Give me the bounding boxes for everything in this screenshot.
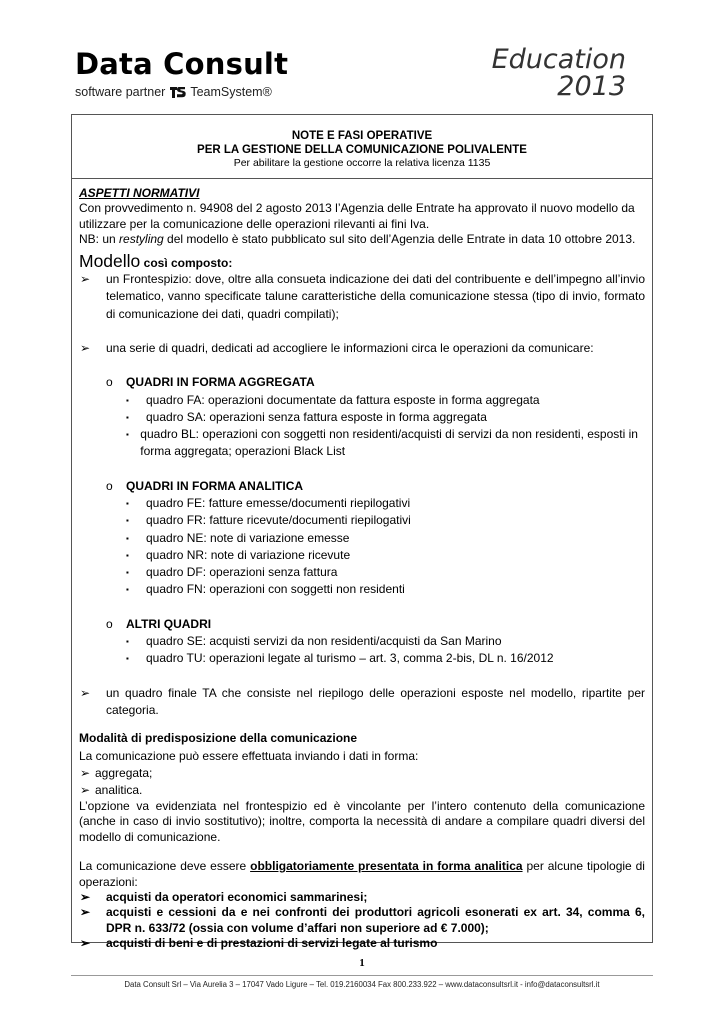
quadro-item: quadro TU: operazioni legate al turismo – art. 3, comma 2-bis, DL n. 16/2012	[146, 651, 554, 666]
list-item	[126, 426, 645, 461]
group-title: QUADRI IN FORMA AGGREGATA	[126, 375, 315, 390]
quadro-item: quadro BL: operazioni con soggetti non residenti/acquisti di servizi da non residenti, esposti in forma aggregata; operazioni Black List	[140, 427, 638, 459]
arrow-bullet-icon: ➢	[80, 340, 91, 355]
square-bullet-icon: ▪	[126, 395, 129, 405]
list-item	[126, 512, 645, 529]
square-bullet-icon: ▪	[126, 585, 129, 595]
modello-heading	[79, 250, 645, 271]
quadro-item: quadro FA: operazioni documentate da fattura esposte in forma aggregata	[146, 392, 540, 407]
group-title: QUADRI IN FORMA ANALITICA	[126, 478, 304, 493]
square-bullet-icon: ▪	[126, 412, 129, 422]
modalita-intro: La comunicazione può essere effettuata inviando i dati in forma:	[79, 748, 419, 763]
quadro-item: quadro NE: note di variazione emesse	[146, 530, 350, 545]
square-bullet-icon: ▪	[126, 568, 129, 578]
document-box	[71, 114, 653, 951]
list-item	[79, 271, 645, 323]
partner-name: TeamSystem®	[190, 84, 272, 99]
teamsystem-logo-icon	[169, 84, 186, 99]
quadro-item: quadro FN: operazioni con soggetti non residenti	[146, 582, 405, 597]
circle-bullet-icon: o	[106, 616, 113, 631]
quadro-item: quadro NR: note di variazione ricevute	[146, 547, 351, 562]
edition-logo	[492, 46, 626, 100]
list-item	[79, 783, 645, 798]
circle-bullet-icon: o	[106, 375, 113, 390]
square-bullet-icon: ▪	[126, 499, 129, 508]
square-bullet-icon: ▪	[126, 516, 129, 526]
brand-logo	[75, 48, 288, 99]
brand-name: Data Consult	[75, 47, 289, 81]
group-heading	[106, 478, 645, 495]
arrow-bullet-icon: ➢	[80, 905, 91, 920]
square-bullet-icon: ▪	[126, 550, 129, 560]
quadro-item: quadro SA: operazioni senza fattura esposte in forma aggregata	[146, 409, 487, 424]
square-bullet-icon: ▪	[126, 430, 129, 440]
list-item	[79, 685, 645, 720]
nb-italic: restyling	[119, 232, 164, 247]
list-item	[126, 633, 645, 650]
nb-prefix: NB: un	[79, 232, 120, 247]
list-item	[79, 936, 645, 951]
section-title-modalita: Modalità di predisposizione della comunicazione	[79, 731, 358, 746]
nb-suffix: del modello è stato pubblicato sul sito dell’Agenzia delle Entrate in data 10 ottobre 2013.	[163, 232, 636, 247]
modalita-paragraph: L’opzione va evidenziata nel frontespizio ed è vincolante per l’intero contenuto della comunicazione (anche in caso di invio sostitutivo); inoltre, comporta la necessità di andare a compilare quadri diversi del modello di comunicazione.	[79, 798, 645, 844]
option-analitica: analitica.	[95, 783, 143, 798]
obbligo-prefix: La comunicazione deve essere	[79, 859, 251, 874]
square-bullet-icon: ▪	[126, 637, 129, 647]
page-number: 1	[359, 957, 365, 969]
modello-item-frontespizio: un Frontespizio: dove, oltre alla consueta indicazione dei dati del contribuente e dell’impegno all’invio telematico, vanno specificate talune caratteristiche della comunicazione stessa (tipo di invio, formato di comunicazione dei dati, quadri compilati);	[106, 272, 645, 321]
list-item	[79, 766, 645, 781]
aspetti-nb	[79, 232, 645, 247]
operazione-item: acquisti di beni e di prestazioni di servizi legate al turismo	[106, 936, 438, 951]
modello-subtitle: così composto:	[143, 255, 233, 270]
section-title-aspetti: ASPETTI NORMATIVI	[79, 186, 200, 200]
list-item	[126, 409, 645, 426]
doc-title-line2: PER LA GESTIONE DELLA COMUNICAZIONE POLIVALENTE	[197, 144, 527, 156]
operazione-item: acquisti e cessioni da e nei confronti dei produttori agricoli esonerati ex art. 34, comma 6, DPR n. 633/72 (ossia con volume d’affari non superiore ad € 7.000);	[106, 905, 645, 935]
box-content	[72, 179, 652, 952]
group-heading	[106, 616, 645, 633]
square-bullet-icon: ▪	[126, 533, 129, 543]
partner-prefix: software partner	[75, 84, 166, 99]
arrow-bullet-icon: ➢	[80, 685, 91, 700]
arrow-bullet-icon: ➢	[80, 272, 91, 287]
quadro-item: quadro DF: operazioni senza fattura	[146, 565, 338, 580]
edition-year: 2013	[557, 71, 626, 102]
page-header	[0, 0, 724, 110]
list-item	[126, 564, 645, 581]
list-item	[126, 581, 645, 598]
modello-item-ta: un quadro finale TA che consiste nel riepilogo delle operazioni esposte nel modello, ripartite per categoria.	[106, 685, 645, 717]
box-header	[72, 115, 652, 179]
doc-subtitle: Per abilitare la gestione occorre la relativa licenza 1135	[233, 157, 491, 169]
group-heading	[106, 374, 645, 391]
modalita-obbligo	[79, 859, 645, 890]
modello-title: Modello	[79, 250, 141, 271]
footer-text: Data Consult Srl – Via Aurelia 3 – 17047 Vado Ligure – Tel. 019.2160034 Fax 800.233.922 – www.dataconsultsrl.it - info@dataconsultsrl.it	[124, 980, 600, 989]
obbligo-suffix: per alcune tipologie di operazioni:	[79, 859, 645, 889]
list-item	[79, 340, 645, 357]
modello-item-quadri: una serie di quadri, dedicati ad accogliere le informazioni circa le operazioni da comunicare:	[106, 340, 594, 355]
circle-bullet-icon: o	[106, 478, 113, 493]
arrow-bullet-icon: ➢	[80, 766, 91, 781]
list-item	[126, 547, 645, 564]
footer-divider	[71, 975, 653, 976]
operazione-item: acquisti da operatori economici sammarinesi;	[106, 889, 368, 904]
arrow-bullet-icon: ➢	[80, 783, 91, 798]
list-item	[79, 890, 645, 905]
list-item	[126, 650, 645, 667]
list-item	[126, 495, 645, 512]
list-item	[79, 905, 645, 936]
list-item	[126, 530, 645, 547]
arrow-bullet-icon: ➢	[80, 889, 91, 904]
list-item	[126, 392, 645, 409]
edition-title: Education	[491, 44, 626, 75]
doc-title-line1: NOTE E FASI OPERATIVE	[291, 130, 433, 142]
option-aggregata: aggregata;	[95, 766, 153, 781]
brand-partner	[75, 84, 288, 99]
square-bullet-icon: ▪	[126, 654, 129, 664]
quadro-item: quadro FE: fatture emesse/documenti riepilogativi	[146, 496, 411, 510]
quadro-item: quadro FR: fatture ricevute/documenti riepilogativi	[146, 513, 411, 528]
aspetti-paragraph: Con provvedimento n. 94908 del 2 agosto 2013 l’Agenzia delle Entrate ha approvato il nuovo modello da utilizzare per la comunicazione delle operazioni rilevanti ai fini Iva.	[79, 201, 635, 231]
obbligo-bold: obbligatoriamente presentata in forma analitica	[250, 859, 523, 874]
group-title: ALTRI QUADRI	[126, 616, 212, 631]
arrow-bullet-icon: ➢	[80, 936, 91, 951]
quadro-item: quadro SE: acquisti servizi da non residenti/acquisti da San Marino	[146, 634, 502, 649]
